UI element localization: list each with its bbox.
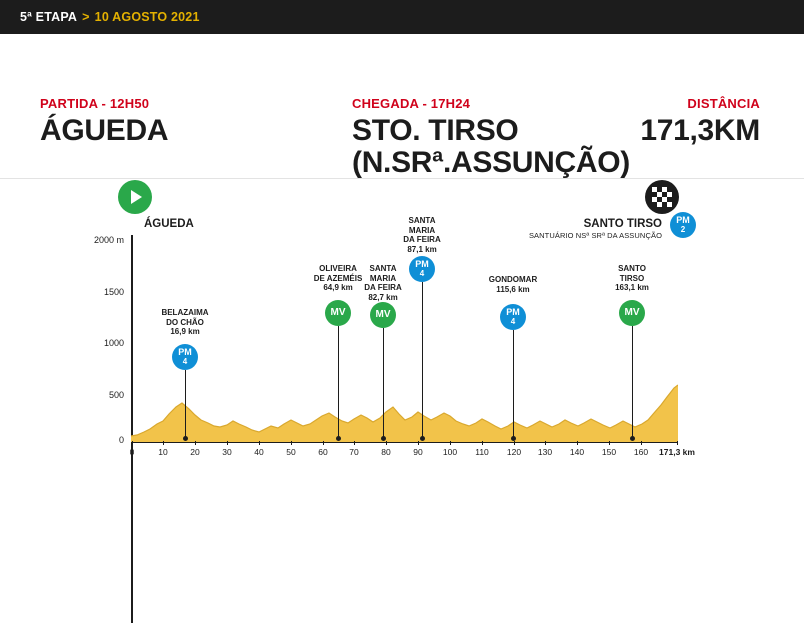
poi-badge-type: PM bbox=[506, 307, 520, 317]
poi-name-line: SANTA bbox=[408, 216, 436, 225]
x-tick: 90 bbox=[413, 447, 423, 457]
elevation-profile-chart bbox=[0, 180, 804, 489]
x-tick: 40 bbox=[254, 447, 264, 457]
x-tick: 100 bbox=[442, 447, 458, 457]
poi-name-line: DE AZEMÉIS bbox=[313, 273, 363, 283]
poi-badge-value: 4 bbox=[182, 357, 188, 366]
profile-finish-subtitle: SANTUÁRIO NSª SRª DA ASSUNÇÃO bbox=[528, 231, 662, 240]
poi-badge-pm bbox=[409, 256, 435, 282]
terrain-area bbox=[131, 235, 678, 442]
y-tick-2000: 2000 m bbox=[93, 235, 124, 245]
x-tick: 130 bbox=[537, 447, 553, 457]
poi-km: 87,1 km bbox=[407, 244, 437, 254]
poi-badge-mv bbox=[370, 302, 396, 328]
poi-km: 115,6 km bbox=[496, 284, 530, 294]
poi-name-line: DO CHÃO bbox=[166, 317, 204, 327]
poi-name-line: SANTA bbox=[369, 264, 397, 273]
poi-badge-type: MV bbox=[375, 309, 391, 320]
finish-pm-value: 2 bbox=[680, 225, 686, 234]
poi-km: 163,1 km bbox=[615, 283, 649, 293]
distance-label: DISTÂNCIA bbox=[687, 96, 760, 111]
profile-finish-name: SANTO TIRSO bbox=[583, 218, 662, 230]
poi-badge-mv bbox=[619, 300, 645, 326]
stage-number: 5ª ETAPA bbox=[20, 10, 78, 24]
poi-badge-mv bbox=[325, 300, 351, 326]
poi-badge-type: PM bbox=[415, 259, 429, 269]
checkered-flag-icon bbox=[645, 180, 679, 214]
profile-start-city: ÁGUEDA bbox=[144, 218, 194, 230]
poi-badge-pm bbox=[172, 344, 198, 370]
y-tick-1500: 1500 bbox=[103, 287, 124, 297]
x-tick: 150 bbox=[601, 447, 617, 457]
x-tick: 60 bbox=[318, 447, 328, 457]
start-city: ÁGUEDA bbox=[40, 114, 169, 147]
poi-name-line: MARIA bbox=[408, 225, 436, 235]
y-tick-500: 500 bbox=[108, 390, 124, 400]
x-tick: 70 bbox=[349, 447, 359, 457]
x-tick: 10 bbox=[158, 447, 168, 457]
poi-name-line: MARIA bbox=[369, 273, 397, 283]
x-tick-total: 171,3 km bbox=[659, 447, 695, 457]
start-label: PARTIDA - 12H50 bbox=[40, 96, 150, 111]
start-info bbox=[40, 96, 168, 147]
y-tick-0: 0 bbox=[118, 435, 124, 445]
x-tick: 160 bbox=[633, 447, 649, 457]
poi-dot bbox=[630, 436, 635, 441]
stage-topbar bbox=[0, 0, 804, 34]
poi-name-line: BELAZAIMA bbox=[161, 308, 209, 317]
poi-badge-pm bbox=[500, 304, 526, 330]
x-tick: 30 bbox=[222, 447, 232, 457]
x-tick: 80 bbox=[381, 447, 391, 457]
poi-name-line: OLIVEIRA bbox=[319, 264, 357, 273]
finish-pm-type: PM bbox=[676, 215, 690, 225]
finish-city-line2: (N.SRª.ASSUNÇÃO) bbox=[352, 146, 630, 180]
poi-dot bbox=[420, 436, 425, 441]
poi-badge-value: 4 bbox=[419, 269, 425, 278]
x-tick: 20 bbox=[190, 447, 200, 457]
poi-dot bbox=[336, 436, 341, 441]
poi-name-line: DA FEIRA bbox=[403, 235, 441, 245]
finish-label: CHEGADA - 17H24 bbox=[352, 96, 471, 111]
poi-name-line: DA FEIRA bbox=[364, 283, 402, 293]
x-tick: 0 bbox=[129, 447, 135, 457]
x-tick: 110 bbox=[475, 447, 489, 457]
poi-name-line: SANTO bbox=[618, 264, 646, 273]
x-tick: 120 bbox=[506, 447, 522, 457]
finish-city-line1: STO. TIRSO bbox=[352, 114, 519, 147]
play-icon bbox=[118, 180, 152, 214]
x-tick: 140 bbox=[569, 447, 585, 457]
poi-badge-value: 4 bbox=[510, 317, 516, 326]
distance-info bbox=[640, 96, 760, 147]
poi-badge-type: MV bbox=[330, 307, 346, 318]
poi-km: 82,7 km bbox=[368, 292, 398, 302]
poi-badge-type: MV bbox=[624, 307, 640, 318]
poi-badge-type: PM bbox=[178, 347, 192, 357]
stage-date: 10 AGOSTO 2021 bbox=[94, 10, 200, 24]
poi-dot bbox=[381, 436, 386, 441]
poi-name-line: GONDOMAR bbox=[488, 275, 538, 284]
poi-dot bbox=[183, 436, 188, 441]
finish-info bbox=[352, 96, 630, 180]
poi-km: 16,9 km bbox=[170, 327, 200, 337]
breadcrumb-separator: > bbox=[82, 10, 90, 24]
y-tick-1000: 1000 bbox=[103, 338, 124, 348]
stage-header bbox=[0, 34, 804, 179]
x-tick: 50 bbox=[286, 447, 296, 457]
poi-name-line: TIRSO bbox=[619, 273, 645, 283]
distance-value: 171,3KM bbox=[640, 114, 760, 147]
poi-km: 64,9 km bbox=[323, 283, 353, 293]
